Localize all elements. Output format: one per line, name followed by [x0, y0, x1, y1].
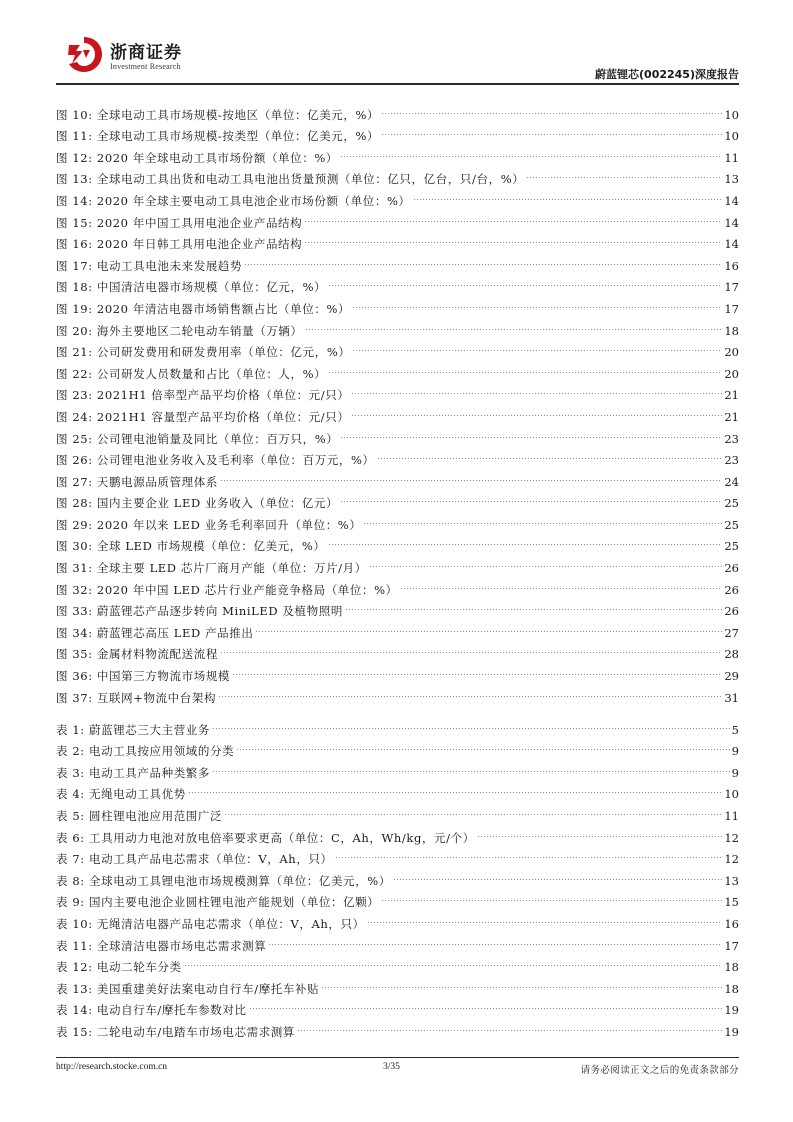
table-entry[interactable] — [56, 798, 739, 823]
figure-entry-label: 图 23: 2021H1 倍率型产品平均价格（单位：元/只） — [56, 388, 350, 403]
table-entry[interactable] — [56, 755, 739, 780]
dot-leader — [304, 227, 722, 249]
figure-entry[interactable] — [56, 119, 739, 144]
table-entry[interactable] — [56, 820, 739, 845]
figure-entry[interactable] — [56, 615, 739, 640]
footer-url-link[interactable]: http://research.stocke.com.cn — [56, 1062, 168, 1072]
table-entry[interactable] — [56, 928, 739, 953]
table-entry-label: 表 3: 电动工具产品种类繁多 — [56, 765, 211, 780]
figure-entry-label: 图 36: 中国第三方物流市场规模 — [56, 669, 231, 684]
table-entry-label: 表 8: 全球电动工具锂电池市场规模测算（单位：亿美元，%） — [56, 873, 391, 888]
dot-leader — [381, 885, 722, 907]
figure-entry-page: 21 — [724, 388, 739, 403]
dot-leader — [363, 507, 722, 529]
figure-entry-page: 11 — [724, 150, 739, 165]
figure-entry[interactable] — [56, 464, 739, 489]
table-entry[interactable] — [56, 885, 739, 910]
table-entry-label: 表 9: 国内主要电池企业圆柱锂电池产能规划（单位：亿颗） — [56, 895, 380, 910]
dot-leader — [413, 183, 723, 205]
table-entry-label: 表 5: 圆柱锂电池应用范围广泛 — [56, 808, 223, 823]
figure-entry[interactable] — [56, 637, 739, 662]
figure-entry-page: 26 — [724, 582, 739, 597]
figure-entry-page: 14 — [724, 193, 739, 208]
figure-entry[interactable] — [56, 291, 739, 316]
figure-entry[interactable] — [56, 378, 739, 403]
dot-leader — [351, 378, 722, 400]
brand-logo — [64, 34, 224, 78]
figure-entry-label: 图 12: 2020 年全球电动工具市场份额（单位：%） — [56, 150, 338, 165]
dot-leader — [249, 993, 723, 1015]
table-entry[interactable] — [56, 842, 739, 867]
figure-list — [56, 97, 739, 705]
table-entry-label: 表 10: 无绳清洁电器产品电芯需求（单位：V，Ah，只） — [56, 916, 365, 931]
figure-entry-page: 10 — [724, 107, 739, 122]
page-header — [56, 32, 739, 82]
dot-leader — [218, 680, 722, 702]
dot-leader — [321, 971, 722, 993]
table-entry-page: 17 — [724, 938, 739, 953]
figure-entry-page: 26 — [724, 561, 739, 576]
figure-entry-page: 20 — [724, 345, 739, 360]
dot-leader — [345, 594, 722, 616]
figure-entry-page: 21 — [724, 409, 739, 424]
figure-entry-label: 图 14: 2020 年全球主要电动工具电池企业市场份额（单位：%） — [56, 193, 411, 208]
dot-leader — [244, 248, 722, 270]
logo-emblem-icon — [64, 36, 104, 74]
table-entry-label: 表 2: 电动工具按应用领域的分类 — [56, 744, 235, 759]
table-entry-label: 表 1: 蔚蓝锂芯三大主营业务 — [56, 722, 211, 737]
figure-entry-page: 31 — [724, 690, 739, 705]
dot-leader — [305, 313, 723, 335]
table-entry[interactable] — [56, 734, 739, 759]
dot-leader — [188, 777, 723, 799]
dot-leader — [340, 421, 722, 443]
figure-entry-page: 14 — [724, 237, 739, 252]
figure-entry-label: 图 27: 天鹏电源品质管理体系 — [56, 474, 218, 489]
figure-entry[interactable] — [56, 421, 739, 446]
figure-entry[interactable] — [56, 162, 739, 187]
table-entry-page: 18 — [724, 981, 739, 996]
dot-leader — [268, 928, 722, 950]
figure-entry[interactable] — [56, 594, 739, 619]
figure-entry-label: 图 19: 2020 年清洁电器市场销售额占比（单位：%） — [56, 301, 351, 316]
dot-leader — [340, 140, 722, 162]
figure-entry-label: 图 17: 电动工具电池未来发展趋势 — [56, 258, 243, 273]
dot-leader — [232, 658, 722, 680]
table-entry[interactable] — [56, 906, 739, 931]
dot-leader — [212, 712, 730, 734]
table-entry-page: 10 — [724, 787, 739, 802]
dot-leader — [400, 572, 723, 594]
dot-leader — [220, 464, 722, 486]
figure-entry-label: 图 13: 全球电动工具出货和电动工具电池出货量预测（单位：亿只，亿台，只/台，%） — [56, 172, 525, 187]
table-entry-page: 9 — [731, 765, 739, 780]
dot-leader — [224, 798, 722, 820]
footer-divider — [56, 1057, 739, 1058]
dot-leader — [351, 399, 722, 421]
table-entry-page: 5 — [731, 722, 739, 737]
table-entry[interactable] — [56, 777, 739, 802]
dot-leader — [377, 443, 723, 465]
figure-entry[interactable] — [56, 140, 739, 165]
figure-entry[interactable] — [56, 270, 739, 295]
figure-entry-page: 14 — [724, 215, 739, 230]
logo-english-name: Investment Research — [110, 62, 181, 71]
table-entry-page: 15 — [724, 895, 739, 910]
figure-entry-page: 24 — [724, 474, 739, 489]
dot-leader — [393, 863, 722, 885]
figure-entry-page: 13 — [724, 172, 739, 187]
figure-entry-page: 26 — [724, 604, 739, 619]
table-entry-page: 18 — [724, 960, 739, 975]
figure-entry[interactable] — [56, 507, 739, 532]
table-entry-page: 12 — [724, 830, 739, 845]
figure-entry-label: 图 31: 全球主要 LED 芯片厂商月产能（单位：万片/月） — [56, 561, 367, 576]
figure-entry-label: 图 11: 全球电动工具市场规模-按类型（单位：亿美元，%） — [56, 129, 380, 144]
table-entry-page: 11 — [724, 808, 739, 823]
dot-leader — [352, 335, 722, 357]
table-entry-label: 表 15: 二轮电动车/电踏车市场电芯需求测算 — [56, 1024, 295, 1039]
table-entry-label: 表 12: 电动二轮车分类 — [56, 960, 182, 975]
figure-entry-page: 18 — [724, 323, 739, 338]
logo-chinese-name: 浙商证券 — [110, 43, 182, 63]
table-entry-page: 16 — [724, 916, 739, 931]
table-entry[interactable] — [56, 863, 739, 888]
figure-entry[interactable] — [56, 313, 739, 338]
report-title: 蔚蓝锂芯(002245)深度报告 — [595, 68, 739, 81]
table-entry-page: 12 — [724, 852, 739, 867]
dot-leader — [220, 637, 722, 659]
figure-entry-page: 10 — [724, 129, 739, 144]
figure-entry-label: 图 28: 国内主要企业 LED 业务收入（单位：亿元） — [56, 496, 339, 511]
figure-entry-label: 图 34: 蔚蓝锂芯高压 LED 产品推出 — [56, 625, 254, 640]
figure-entry[interactable] — [56, 572, 739, 597]
figure-entry[interactable] — [56, 205, 739, 230]
figure-entry-page: 29 — [724, 669, 739, 684]
figure-entry-label: 图 22: 公司研发人员数量和占比（单位：人，%） — [56, 366, 327, 381]
figure-entry[interactable] — [56, 248, 739, 273]
figure-entry-page: 28 — [724, 647, 739, 662]
figure-entry-label: 图 21: 公司研发费用和研发费用率（单位：亿元，%） — [56, 345, 351, 360]
dot-leader — [526, 162, 722, 184]
figure-entry[interactable] — [56, 443, 739, 468]
figure-entry-page: 27 — [724, 625, 739, 640]
dot-leader — [352, 291, 722, 313]
dot-leader — [477, 820, 723, 842]
disclaimer-note: 请务必阅读正文之后的免责条款部分 — [580, 1065, 739, 1076]
dot-leader — [304, 205, 722, 227]
figure-entry-page: 23 — [724, 431, 739, 446]
table-entry[interactable] — [56, 712, 739, 737]
table-entry-page: 19 — [724, 1003, 739, 1018]
dot-leader — [184, 950, 723, 972]
dot-leader — [367, 906, 723, 928]
dot-leader — [328, 529, 723, 551]
dot-leader — [381, 119, 722, 141]
table-entry-page: 9 — [731, 744, 739, 759]
page-number: 3/35 — [383, 1062, 400, 1072]
figure-entry-label: 图 25: 公司锂电池销量及同比（单位：百万只，%） — [56, 431, 339, 446]
table-entry-label: 表 11: 全球清洁电器市场电芯需求测算 — [56, 938, 267, 953]
figure-entry-label: 图 26: 公司锂电池业务收入及毛利率（单位：百万元，%） — [56, 453, 375, 468]
figure-entry[interactable] — [56, 335, 739, 360]
figure-entry[interactable] — [56, 486, 739, 511]
dot-leader — [369, 550, 723, 572]
dot-leader — [297, 1014, 722, 1036]
table-entry-label: 表 14: 电动自行车/摩托车参数对比 — [56, 1003, 247, 1018]
dot-leader — [381, 97, 722, 119]
dot-leader — [255, 615, 722, 637]
figure-entry-page: 25 — [724, 539, 739, 554]
figure-entry-label: 图 24: 2021H1 容量型产品平均价格（单位：元/只） — [56, 409, 350, 424]
dot-leader — [328, 356, 722, 378]
figure-entry-label: 图 32: 2020 年中国 LED 芯片行业产能竞争格局（单位：%） — [56, 582, 398, 597]
figure-entry-label: 图 16: 2020 年日韩工具用电池企业产品结构 — [56, 237, 303, 252]
dot-leader — [335, 842, 723, 864]
figure-entry[interactable] — [56, 529, 739, 554]
figure-entry-page: 25 — [724, 496, 739, 511]
figure-entry-label: 图 20: 海外主要地区二轮电动车销量（万辆） — [56, 323, 303, 338]
table-list — [56, 712, 739, 1039]
figure-entry-label: 图 29: 2020 年以来 LED 业务毛利率回升（单位：%） — [56, 517, 362, 532]
figure-entry-page: 16 — [724, 258, 739, 273]
figure-entry-label: 图 35: 金属材料物流配送流程 — [56, 647, 218, 662]
dot-leader — [236, 734, 729, 756]
dot-leader — [212, 755, 730, 777]
figure-entry-page: 17 — [724, 280, 739, 295]
figure-entry-label: 图 18: 中国清洁电器市场规模（单位：亿元，%） — [56, 280, 327, 295]
figure-entry-label: 图 30: 全球 LED 市场规模（单位：亿美元，%） — [56, 539, 326, 554]
table-entry-label: 表 7: 电动工具产品电芯需求（单位：V，Ah，只） — [56, 852, 333, 867]
table-entry[interactable] — [56, 1014, 739, 1039]
table-entry[interactable] — [56, 993, 739, 1018]
figure-entry[interactable] — [56, 550, 739, 576]
figure-entry[interactable] — [56, 97, 739, 122]
table-entry-label: 表 6: 工具用动力电池对放电倍率要求更高（单位：C，Ah，Wh/kg，元/个） — [56, 830, 475, 845]
figure-entry-label: 图 37: 互联网+物流中台架构 — [56, 690, 217, 705]
table-entry-page: 13 — [724, 873, 739, 888]
table-entry[interactable] — [56, 971, 739, 996]
figure-entry-page: 25 — [724, 517, 739, 532]
figure-entry[interactable] — [56, 227, 739, 252]
figure-entry[interactable] — [56, 399, 739, 424]
figure-entry-label: 图 10: 全球电动工具市场规模-按地区（单位：亿美元，%） — [56, 107, 380, 122]
dot-leader — [340, 486, 722, 508]
table-entry-label: 表 13: 美国重建美好法案电动自行车/摩托车补贴 — [56, 981, 320, 996]
table-entry[interactable] — [56, 950, 739, 975]
figure-entry[interactable] — [56, 680, 739, 705]
figure-entry-label: 图 15: 2020 年中国工具用电池企业产品结构 — [56, 215, 303, 230]
figure-entry[interactable] — [56, 183, 739, 208]
figure-entry-page: 17 — [724, 301, 739, 316]
table-entry-page: 19 — [724, 1024, 739, 1039]
figure-entry-page: 20 — [724, 366, 739, 381]
figure-entry[interactable] — [56, 356, 739, 381]
figure-entry-page: 23 — [724, 453, 739, 468]
figure-entry-label: 图 33: 蔚蓝锂芯产品逐步转向 MiniLED 及植物照明 — [56, 604, 343, 619]
dot-leader — [328, 270, 722, 292]
table-entry-label: 表 4: 无绳电动工具优势 — [56, 787, 186, 802]
figure-entry[interactable] — [56, 658, 739, 684]
header-divider — [56, 83, 739, 85]
